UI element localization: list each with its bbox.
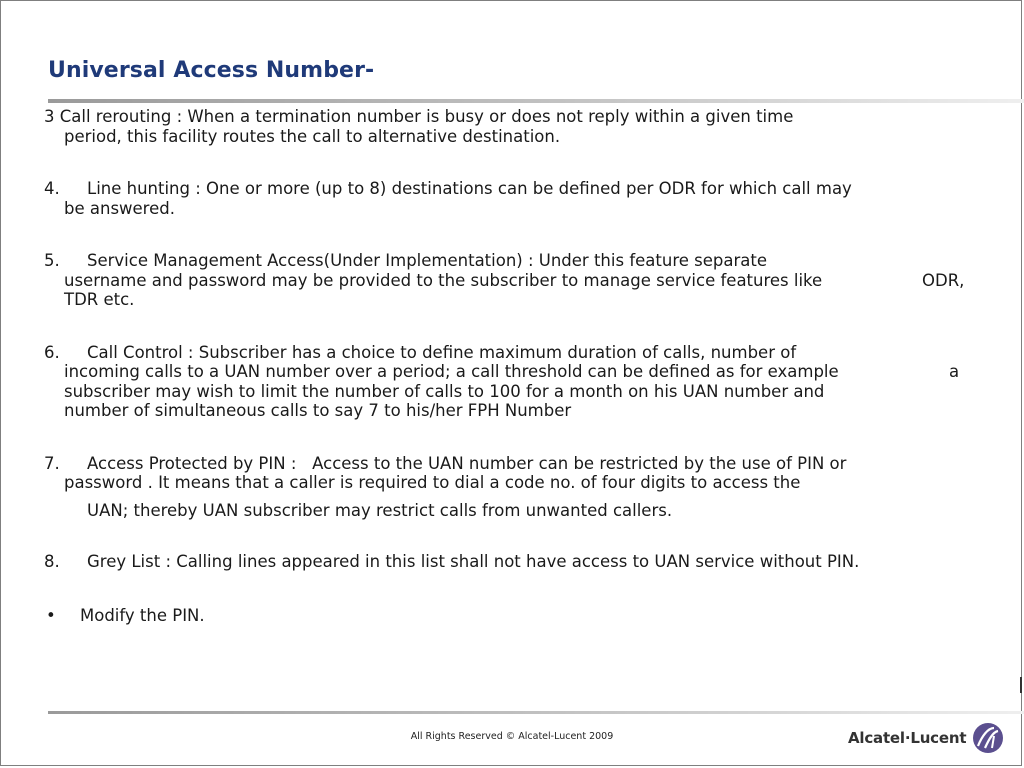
- item-marker: 6.: [44, 342, 60, 362]
- list-item-call-rerouting: [44, 107, 984, 146]
- item-line: Line hunting : One or more (up to 8) destinations can be defined per ODR for which call may: [87, 179, 852, 198]
- slide-title: Universal Access Number-: [48, 58, 375, 83]
- list-item-line-hunting: [44, 179, 984, 218]
- item-line: Grey List : Calling lines appeared in this list shall not have access to UAN service without PIN.: [87, 552, 860, 571]
- item-line: Access Protected by PIN : Access to the UAN number can be restricted by the use of PIN or: [87, 453, 847, 473]
- bullet-marker: •: [46, 605, 56, 625]
- item-line: username and password may be provided to the subscriber to manage service features like: [64, 270, 823, 290]
- list-item-grey-list: [44, 552, 984, 572]
- list-item-modify-pin: [44, 606, 984, 626]
- footer-divider: [48, 711, 1024, 714]
- item-line: Modify the PIN.: [80, 605, 205, 625]
- list-item-service-management-access: [44, 251, 984, 310]
- item-line: subscriber may wish to limit the number of calls to 100 for a month on his UAN number and: [64, 381, 825, 401]
- item-line: UAN; thereby UAN subscriber may restrict calls from unwanted callers.: [87, 500, 673, 520]
- title-divider: [48, 99, 1024, 103]
- item-line: period, this facility routes the call to alternative destination.: [64, 126, 561, 146]
- item-line: be answered.: [64, 198, 175, 218]
- item-line: number of simultaneous calls to say 7 to his/her FPH Number: [64, 401, 572, 420]
- list-item-call-control: [44, 343, 984, 421]
- item-line: a: [949, 362, 960, 381]
- item-line: Call rerouting : When a termination number is busy or does not reply within a given time: [54, 107, 794, 126]
- company-logo: [848, 722, 1004, 754]
- item-marker: 8.: [44, 552, 60, 571]
- item-marker: 3: [44, 107, 55, 126]
- item-marker: 5.: [44, 251, 60, 270]
- edge-mark: [1020, 677, 1022, 693]
- slide-body: [44, 107, 984, 625]
- item-marker: 4.: [44, 179, 60, 198]
- item-line: Service Management Access(Under Implementation) : Under this feature separate: [87, 251, 767, 270]
- list-item-access-protected-by-pin: [44, 454, 984, 521]
- alcatel-lucent-logo-icon: [972, 722, 1004, 754]
- item-line: TDR etc.: [64, 290, 135, 309]
- item-line: password . It means that a caller is required to dial a code no. of four digits to access the: [64, 473, 801, 492]
- item-line: incoming calls to a UAN number over a period; a call threshold can be defined as for example: [64, 362, 839, 381]
- copyright-text: All Rights Reserved © Alcatel-Lucent 2009: [410, 731, 614, 742]
- item-line: Call Control : Subscriber has a choice to define maximum duration of calls, number of: [87, 342, 797, 362]
- item-line: ODR,: [922, 270, 965, 290]
- item-marker: 7.: [44, 453, 60, 473]
- logo-wordmark: Alcatel·Lucent: [848, 729, 967, 747]
